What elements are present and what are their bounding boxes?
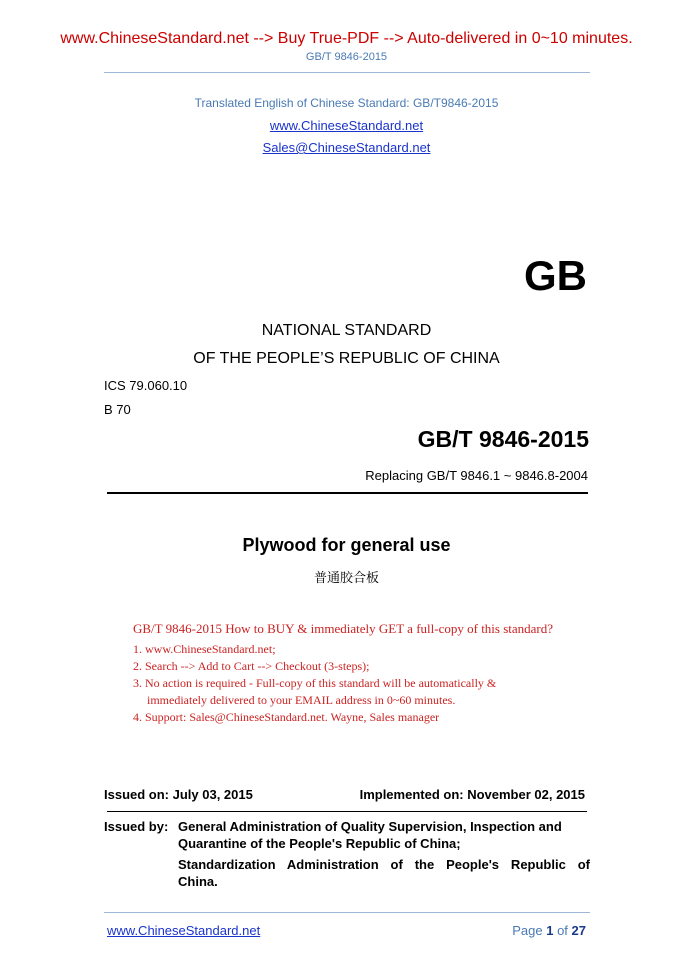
page-label: Page (512, 923, 543, 938)
sales-link-row (0, 139, 693, 157)
issued-by-agency-2-cont: China. (178, 874, 218, 889)
site-link[interactable]: www.ChineseStandard.net (269, 118, 424, 133)
site-link-row (0, 117, 693, 135)
header-standard-code: GB/T 9846-2015 (305, 51, 388, 63)
purchase-step[interactable]: 1. www.ChineseStandard.net; (133, 642, 276, 656)
issued-on-date: Issued on: July 03, 2015 (104, 787, 253, 802)
purchase-instructions (133, 621, 593, 726)
purchase-step: 3. No action is required - Full-copy of this standard will be automatically & (133, 676, 497, 690)
ics-code: ICS 79.060.10 (104, 378, 188, 393)
title-divider (107, 492, 588, 494)
promo-banner[interactable]: www.ChineseStandard.net --> Buy True-PDF --> Auto-delivered in 0~10 minutes. (60, 30, 633, 47)
issued-by-agency-1: General Administration of Quality Supervision, Inspection and (178, 819, 562, 834)
classification-code: B 70 (104, 402, 131, 417)
purchase-step: 2. Search --> Add to Cart --> Checkout (3-steps); (133, 659, 370, 673)
issued-by-agency-1-cont: Quarantine of the People's Republic of China; (178, 836, 461, 851)
replacing-note: Replacing GB/T 9846.1 ~ 9846.8-2004 (365, 468, 588, 483)
footer-site-link[interactable]: www.ChineseStandard.net (107, 923, 261, 938)
issued-by-agency-2: Standardization Administration of the People's Republic of (178, 857, 590, 872)
footer-divider (104, 912, 590, 913)
issued-by-block (104, 818, 590, 890)
standard-number: GB/T 9846-2015 (417, 426, 589, 452)
purchase-step[interactable]: 4. Support: Sales@ChineseStandard.net. Wayne, Sales manager (133, 710, 440, 724)
document-title: Plywood for general use (242, 535, 451, 555)
translated-line: Translated English of Chinese Standard: GB/T9846-2015 (194, 96, 499, 110)
issued-by-label: Issued by: (104, 819, 169, 834)
header-divider (104, 72, 590, 73)
document-title-cn: 普通胶合板 (313, 570, 379, 585)
gb-mark: GB (524, 252, 587, 299)
page-of: of (557, 923, 568, 938)
prc-heading: OF THE PEOPLE’S REPUBLIC OF CHINA (193, 350, 500, 367)
purchase-step-continued: immediately delivered to your EMAIL address in 0~60 minutes. (147, 693, 456, 707)
national-standard-heading: NATIONAL STANDARD (261, 322, 432, 339)
page-total: 27 (571, 923, 586, 938)
sales-email-link[interactable]: Sales@ChineseStandard.net (262, 140, 431, 155)
page-current: 1 (546, 923, 554, 938)
implemented-on-date: Implemented on: November 02, 2015 (359, 787, 585, 802)
issued-divider (107, 811, 587, 812)
page-indicator (512, 923, 586, 938)
purchase-title: GB/T 9846-2015 How to BUY & immediately GET a full-copy of this standard? (133, 621, 554, 636)
